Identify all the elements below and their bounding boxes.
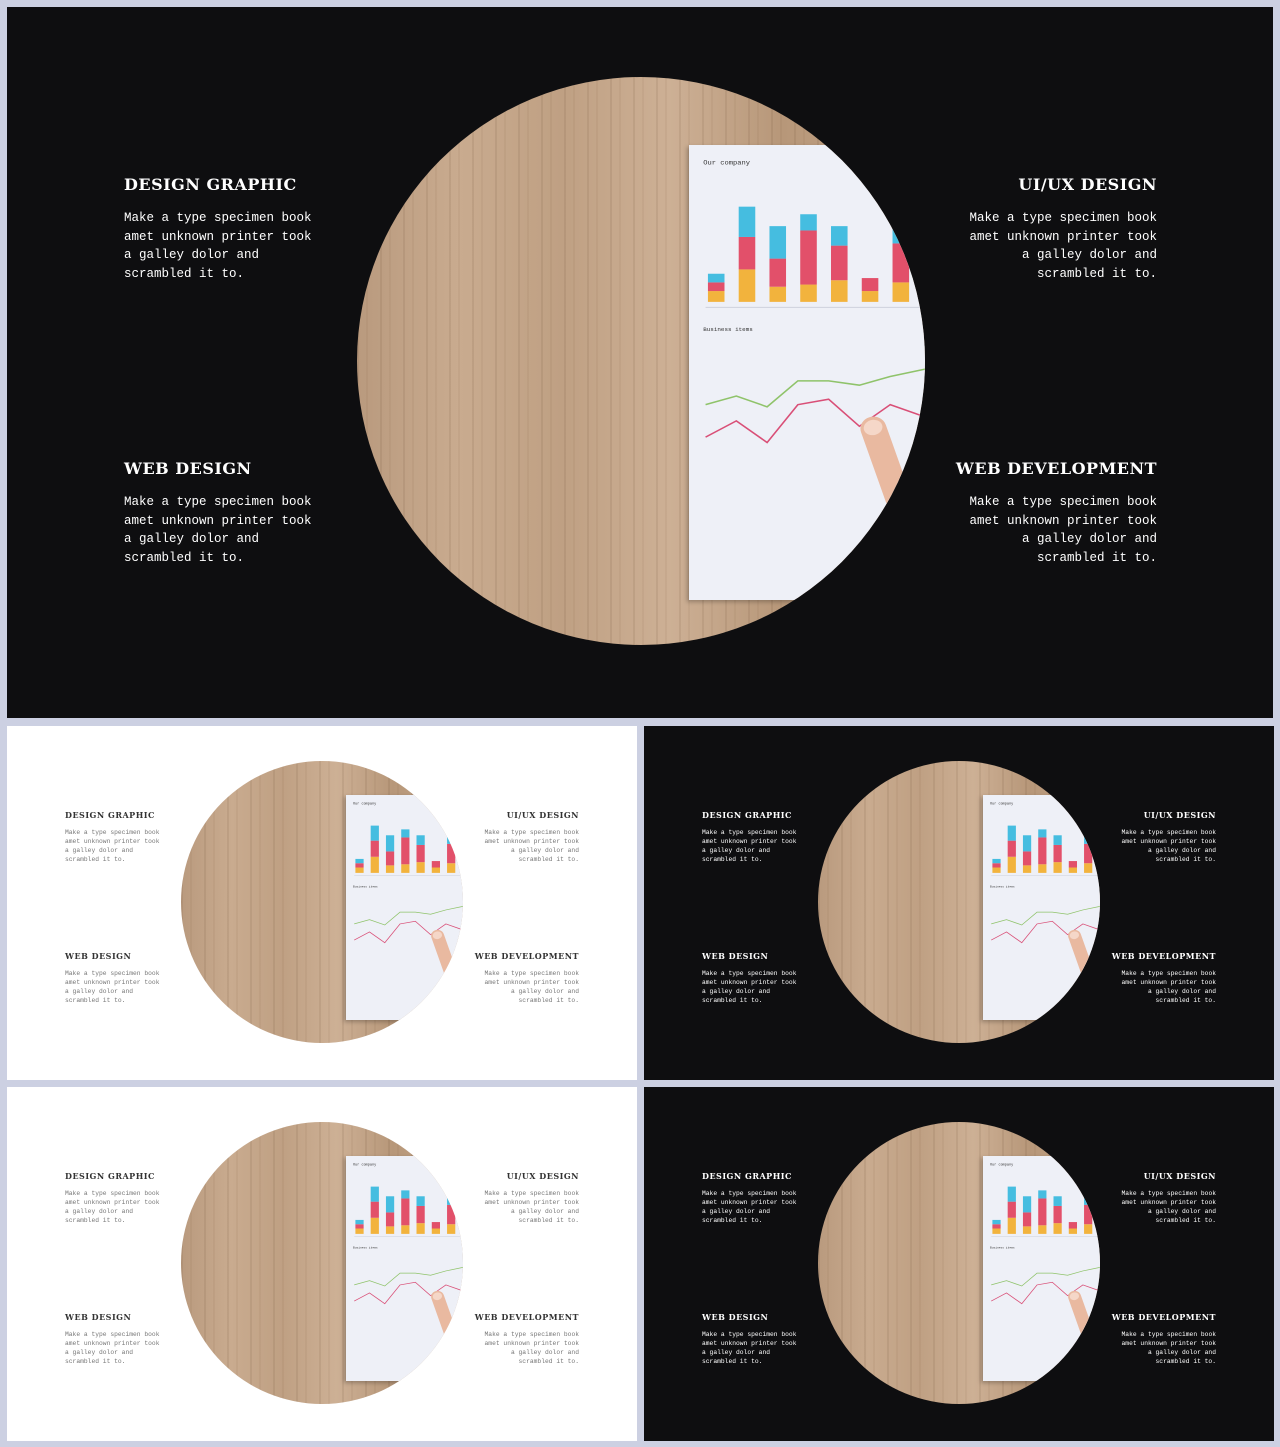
desc-web-design: Make a type specimen book amet unknown printer took a galley dolor and scrambled it to. bbox=[65, 1331, 160, 1366]
heading-ui-ux-design: UI/UX DESIGN bbox=[1143, 1171, 1216, 1181]
heading-ui-ux-design: UI/UX DESIGN bbox=[506, 1171, 579, 1181]
chart-paper-photo bbox=[689, 145, 925, 599]
heading-web-development: WEB DEVELOPMENT bbox=[474, 951, 579, 961]
desc-web-development: Make a type specimen book amet unknown printer took a galley dolor and scrambled it to. bbox=[1121, 1331, 1216, 1366]
desc-web-development: Make a type specimen book amet unknown printer took a galley dolor and scrambled it to. bbox=[484, 1331, 579, 1366]
block-bottom-right bbox=[1106, 951, 1216, 1005]
block-bottom-right bbox=[469, 951, 579, 1005]
slide-thumb-light-2[interactable] bbox=[7, 1087, 637, 1441]
paper-lines bbox=[991, 1263, 1100, 1303]
paper-subtitle: Business items bbox=[353, 885, 378, 889]
desc-web-development: Make a type specimen book amet unknown printer took a galley dolor and scrambled it to. bbox=[484, 970, 579, 1005]
heading-web-design: WEB DESIGN bbox=[702, 951, 769, 961]
paper-title: Our company bbox=[990, 802, 1014, 807]
desc-web-design: Make a type specimen book amet unknown printer took a galley dolor and scrambled it to. bbox=[124, 495, 312, 565]
heading-web-development: WEB DEVELOPMENT bbox=[1111, 1312, 1216, 1322]
photo-circle bbox=[181, 1122, 463, 1404]
paper-lines bbox=[354, 1263, 463, 1303]
block-bottom-left bbox=[702, 951, 812, 1005]
block-bottom-right bbox=[1106, 1312, 1216, 1366]
paper-subtitle: Business items bbox=[990, 1246, 1015, 1250]
heading-design-graphic: DESIGN GRAPHIC bbox=[65, 810, 155, 820]
block-bottom-left bbox=[702, 1312, 812, 1366]
paper-graphics bbox=[983, 795, 1100, 1021]
heading-web-design: WEB DESIGN bbox=[124, 459, 252, 478]
paper-bars bbox=[708, 207, 925, 302]
block-bottom-left bbox=[65, 951, 175, 1005]
paper-graphics bbox=[346, 795, 463, 1021]
block-top-right bbox=[1106, 810, 1216, 864]
chart-paper-photo bbox=[983, 1156, 1100, 1382]
paper-title: Our company bbox=[353, 802, 377, 807]
slide-thumb-dark-2[interactable] bbox=[644, 1087, 1274, 1441]
block-top-right bbox=[469, 810, 579, 864]
block-top-left bbox=[65, 1171, 175, 1225]
heading-ui-ux-design: UI/UX DESIGN bbox=[506, 810, 579, 820]
finger bbox=[857, 393, 925, 555]
block-top-left bbox=[65, 810, 175, 864]
heading-web-design: WEB DESIGN bbox=[65, 1312, 132, 1322]
paper-lines bbox=[991, 902, 1100, 942]
slide-main bbox=[7, 7, 1273, 718]
desc-design-graphic: Make a type specimen book amet unknown printer took a galley dolor and scrambled it to. bbox=[65, 1190, 160, 1225]
desc-ui-ux-design: Make a type specimen book amet unknown printer took a galley dolor and scrambled it to. bbox=[1121, 829, 1216, 864]
heading-design-graphic: DESIGN GRAPHIC bbox=[65, 1171, 155, 1181]
block-top-left bbox=[124, 175, 334, 283]
desc-ui-ux-design: Make a type specimen book amet unknown printer took a galley dolor and scrambled it to. bbox=[484, 829, 579, 864]
desc-design-graphic: Make a type specimen book amet unknown printer took a galley dolor and scrambled it to. bbox=[702, 829, 797, 864]
paper-lines bbox=[706, 362, 925, 443]
heading-web-design: WEB DESIGN bbox=[702, 1312, 769, 1322]
chart-paper-photo bbox=[346, 795, 463, 1021]
block-top-right bbox=[1106, 1171, 1216, 1225]
heading-design-graphic: DESIGN GRAPHIC bbox=[702, 1171, 792, 1181]
paper-bars bbox=[355, 1186, 463, 1233]
desc-web-development: Make a type specimen book amet unknown printer took a galley dolor and scrambled it to. bbox=[1121, 970, 1216, 1005]
desc-web-design: Make a type specimen book amet unknown printer took a galley dolor and scrambled it to. bbox=[65, 970, 160, 1005]
finger bbox=[429, 1279, 463, 1359]
block-top-left bbox=[702, 810, 812, 864]
heading-web-development: WEB DEVELOPMENT bbox=[955, 459, 1157, 478]
block-top-right bbox=[947, 175, 1157, 283]
photo-circle bbox=[357, 77, 925, 645]
block-bottom-left bbox=[124, 459, 334, 567]
desc-web-design: Make a type specimen book amet unknown printer took a galley dolor and scrambled it to. bbox=[702, 1331, 797, 1366]
slide-thumb-light-1[interactable] bbox=[7, 726, 637, 1080]
paper-title: Our company bbox=[353, 1163, 377, 1168]
desc-design-graphic: Make a type specimen book amet unknown printer took a galley dolor and scrambled it to. bbox=[124, 211, 312, 281]
paper-lines bbox=[354, 902, 463, 942]
photo-circle bbox=[181, 761, 463, 1043]
desc-ui-ux-design: Make a type specimen book amet unknown printer took a galley dolor and scrambled it to. bbox=[1121, 1190, 1216, 1225]
block-bottom-right bbox=[947, 459, 1157, 567]
photo-circle bbox=[818, 1122, 1100, 1404]
block-bottom-right bbox=[469, 1312, 579, 1366]
slide-thumb-dark-1[interactable] bbox=[644, 726, 1274, 1080]
finger bbox=[1066, 1279, 1100, 1359]
paper-graphics bbox=[983, 1156, 1100, 1382]
paper-bars bbox=[992, 825, 1100, 872]
block-bottom-left bbox=[65, 1312, 175, 1366]
photo-circle bbox=[818, 761, 1100, 1043]
heading-web-design: WEB DESIGN bbox=[65, 951, 132, 961]
heading-web-development: WEB DEVELOPMENT bbox=[474, 1312, 579, 1322]
chart-paper-photo bbox=[346, 1156, 463, 1382]
paper-subtitle: Business items bbox=[990, 885, 1015, 889]
desc-design-graphic: Make a type specimen book amet unknown printer took a galley dolor and scrambled it to. bbox=[702, 1190, 797, 1225]
paper-title: Our company bbox=[990, 1163, 1014, 1168]
desc-web-design: Make a type specimen book amet unknown printer took a galley dolor and scrambled it to. bbox=[702, 970, 797, 1005]
heading-web-development: WEB DEVELOPMENT bbox=[1111, 951, 1216, 961]
paper-graphics bbox=[346, 1156, 463, 1382]
desc-ui-ux-design: Make a type specimen book amet unknown printer took a galley dolor and scrambled it to. bbox=[484, 1190, 579, 1225]
block-top-left bbox=[702, 1171, 812, 1225]
paper-subtitle: Business items bbox=[703, 326, 754, 334]
heading-ui-ux-design: UI/UX DESIGN bbox=[1143, 810, 1216, 820]
finger bbox=[429, 918, 463, 998]
chart-paper-photo bbox=[983, 795, 1100, 1021]
paper-subtitle: Business items bbox=[353, 1246, 378, 1250]
block-top-right bbox=[469, 1171, 579, 1225]
heading-ui-ux-design: UI/UX DESIGN bbox=[1018, 175, 1157, 194]
paper-bars bbox=[355, 825, 463, 872]
heading-design-graphic: DESIGN GRAPHIC bbox=[124, 175, 297, 194]
paper-graphics bbox=[689, 145, 925, 599]
desc-design-graphic: Make a type specimen book amet unknown printer took a galley dolor and scrambled it to. bbox=[65, 829, 160, 864]
desc-ui-ux-design: Make a type specimen book amet unknown printer took a galley dolor and scrambled it to. bbox=[969, 211, 1157, 281]
desc-web-development: Make a type specimen book amet unknown printer took a galley dolor and scrambled it to. bbox=[969, 495, 1157, 565]
paper-title: Our company bbox=[703, 159, 751, 168]
heading-design-graphic: DESIGN GRAPHIC bbox=[702, 810, 792, 820]
paper-bars bbox=[992, 1186, 1100, 1233]
finger bbox=[1066, 918, 1100, 998]
